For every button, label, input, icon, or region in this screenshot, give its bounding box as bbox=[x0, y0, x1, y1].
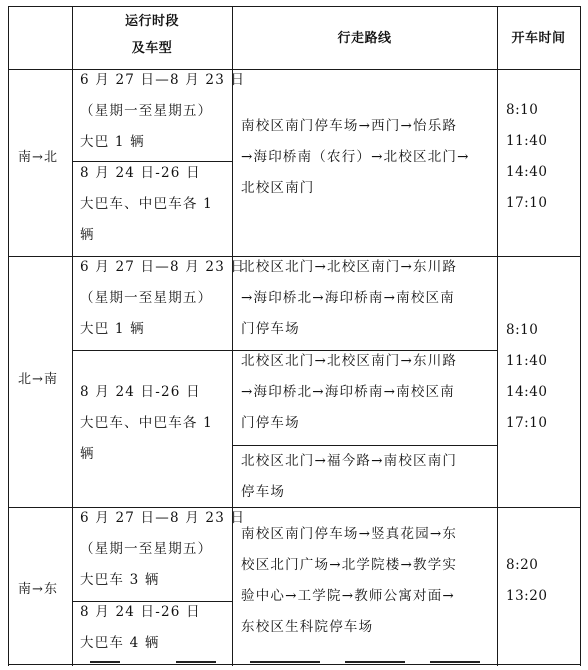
section3-bottom-line bbox=[8, 664, 581, 665]
route-line: 北校区北门→北校区南门→东川路 bbox=[241, 259, 458, 275]
route-cell bbox=[241, 446, 457, 508]
period-line: 6 月 27 日—8 月 23 日 bbox=[80, 510, 246, 526]
departure-times bbox=[506, 95, 547, 219]
period-cell bbox=[80, 597, 201, 659]
period-cell bbox=[80, 377, 213, 470]
next-row-fragment bbox=[430, 661, 480, 663]
departure-time: 17:10 bbox=[506, 195, 548, 211]
next-row-fragment bbox=[345, 661, 405, 663]
period-cell bbox=[80, 65, 245, 158]
route-line: →海印桥南（农行）→北校区北门→ bbox=[241, 149, 470, 165]
route-line: →海印桥北→海印桥南→南校区南 bbox=[241, 290, 455, 306]
route-line: 南校区南门停车场→西门→怡乐路 bbox=[241, 118, 458, 134]
period-line: （星期一至星期五） bbox=[80, 541, 213, 557]
header-period-line2: 及车型 bbox=[131, 41, 173, 56]
table-border-right bbox=[580, 6, 581, 666]
section2-period-split bbox=[72, 350, 233, 351]
header-period bbox=[72, 8, 232, 62]
route-line: 门停车场 bbox=[241, 415, 300, 431]
period-line: 6 月 27 日—8 月 23 日 bbox=[80, 72, 246, 88]
departure-time: 11:40 bbox=[506, 353, 548, 369]
direction-label: 南→东 bbox=[18, 582, 58, 597]
header-departure-time: 开车时间 bbox=[511, 31, 566, 46]
route-line: 验中心→工学院→教师公寓对面→ bbox=[241, 588, 455, 604]
period-line: 辆 bbox=[80, 227, 95, 243]
period-line: 6 月 27 日—8 月 23 日 bbox=[80, 259, 246, 275]
departure-times bbox=[506, 315, 547, 439]
period-line: 8 月 24 日-26 日 bbox=[80, 165, 201, 181]
departure-times bbox=[506, 550, 547, 612]
period-cell bbox=[80, 158, 213, 251]
direction-label: 北→南 bbox=[18, 372, 58, 387]
column-divider-period bbox=[72, 6, 73, 666]
route-cell bbox=[241, 346, 457, 439]
period-line: 大巴车 4 辆 bbox=[80, 635, 160, 651]
route-line: 北校区南门 bbox=[241, 180, 315, 196]
next-row-fragment bbox=[176, 661, 216, 663]
route-line: 门停车场 bbox=[241, 321, 300, 337]
period-line: 大巴车、中巴车各 1 bbox=[80, 415, 213, 431]
next-row-fragment bbox=[90, 661, 120, 663]
departure-time: 8:10 bbox=[506, 102, 539, 118]
departure-time: 14:40 bbox=[506, 164, 548, 180]
direction-label: 南→北 bbox=[18, 150, 58, 165]
route-line: 北校区北门→福今路→南校区南门 bbox=[241, 453, 458, 469]
departure-time: 11:40 bbox=[506, 133, 548, 149]
route-line: 停车场 bbox=[241, 484, 286, 500]
route-line: 东校区生科院停车场 bbox=[241, 619, 374, 635]
period-line: 大巴车、中巴车各 1 bbox=[80, 196, 213, 212]
departure-time: 17:10 bbox=[506, 415, 548, 431]
route-cell bbox=[241, 519, 457, 643]
route-line: 南校区南门停车场→竖真花园→东 bbox=[241, 526, 458, 542]
next-row-fragment bbox=[250, 661, 320, 663]
departure-time: 14:40 bbox=[506, 384, 548, 400]
departure-time: 8:10 bbox=[506, 322, 539, 338]
table-border-top bbox=[8, 6, 581, 7]
header-route: 行走路线 bbox=[337, 31, 392, 46]
period-cell bbox=[80, 503, 245, 596]
period-line: 大巴 1 辆 bbox=[80, 321, 145, 337]
period-line: 大巴 1 辆 bbox=[80, 134, 145, 150]
route-cell bbox=[241, 111, 470, 204]
period-cell bbox=[80, 252, 245, 345]
departure-time: 8:20 bbox=[506, 557, 539, 573]
period-line: 8 月 24 日-26 日 bbox=[80, 604, 201, 620]
header-period-line1: 运行时段 bbox=[124, 14, 179, 29]
period-line: （星期一至星期五） bbox=[80, 103, 213, 119]
period-line: （星期一至星期五） bbox=[80, 290, 213, 306]
route-line: 北校区北门→北校区南门→东川路 bbox=[241, 353, 458, 369]
period-line: 8 月 24 日-26 日 bbox=[80, 384, 201, 400]
period-line: 辆 bbox=[80, 446, 95, 462]
column-divider-time bbox=[497, 6, 498, 666]
route-line: →海印桥北→海印桥南→南校区南 bbox=[241, 384, 455, 400]
table-border-left bbox=[8, 6, 9, 666]
period-line: 大巴车 3 辆 bbox=[80, 572, 160, 588]
route-cell bbox=[241, 252, 457, 345]
route-line: 校区北门广场→北学院楼→教学实 bbox=[241, 557, 458, 573]
departure-time: 13:20 bbox=[506, 588, 548, 604]
